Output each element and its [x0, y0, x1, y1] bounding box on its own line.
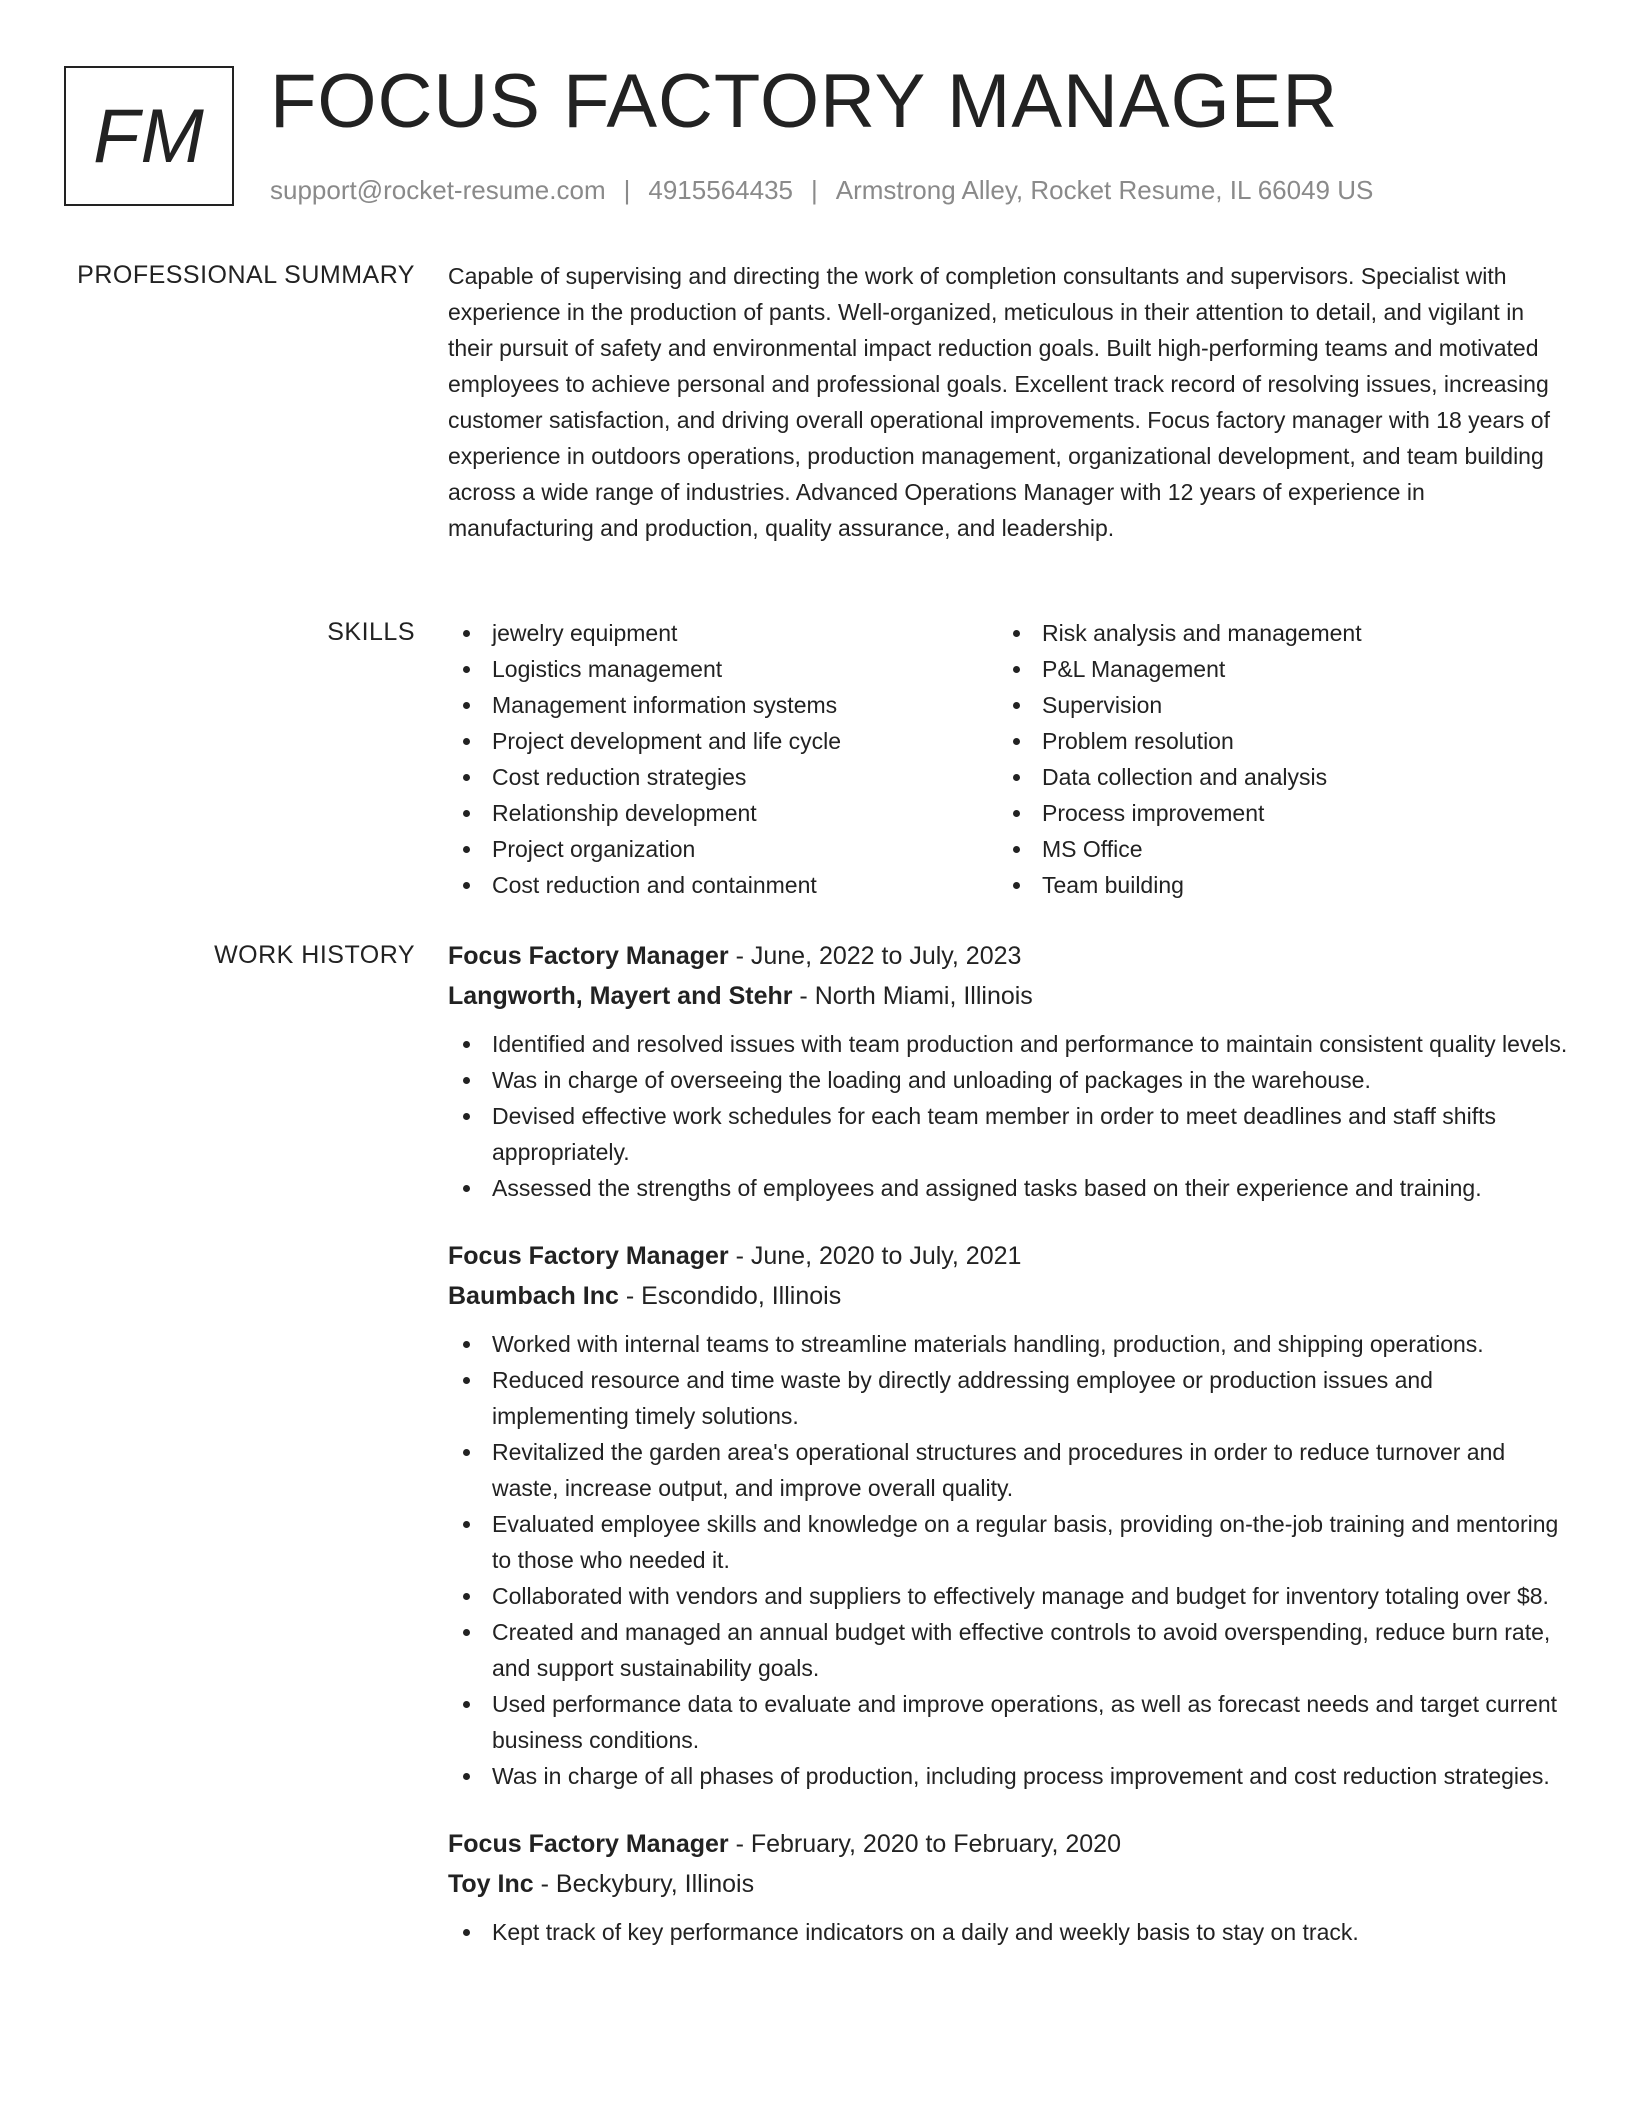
job-entry — [448, 1236, 1570, 1794]
skills-list-left — [448, 615, 998, 903]
job-company-line — [448, 1276, 1570, 1316]
work-history-body — [448, 936, 1570, 1980]
job-company: Langworth, Mayert and Stehr — [448, 982, 793, 1010]
contact-email: support@rocket-resume.com — [270, 175, 606, 205]
skill-item: Risk analysis and management — [998, 615, 1548, 651]
job-bullet: Used performance data to evaluate and improve operations, as well as forecast needs and target current business conditions. — [448, 1686, 1570, 1758]
job-bullet: Reduced resource and time waste by directly addressing employee or production issues and implementing timely solutions. — [448, 1362, 1570, 1434]
job-company-line — [448, 1864, 1570, 1904]
job-company: Baumbach Inc — [448, 1282, 619, 1310]
skill-item: Logistics management — [448, 651, 998, 687]
job-bullet: Created and managed an annual budget with effective controls to avoid overspending, reduce burn rate, and support sustainability goals. — [448, 1614, 1570, 1686]
skill-item: P&L Management — [998, 651, 1548, 687]
skill-item: MS Office — [998, 831, 1548, 867]
job-title-line — [448, 1824, 1570, 1864]
job-bullet: Devised effective work schedules for each team member in order to meet deadlines and staff shifts appropriately. — [448, 1098, 1570, 1170]
job-location: - Beckybury, Illinois — [533, 1870, 755, 1898]
job-bullet: Was in charge of overseeing the loading and unloading of packages in the warehouse. — [448, 1062, 1570, 1098]
skill-item: Process improvement — [998, 795, 1548, 831]
job-location: - North Miami, Illinois — [792, 982, 1033, 1010]
skills-list-right — [998, 615, 1548, 903]
summary-heading: PROFESSIONAL SUMMARY — [77, 261, 415, 289]
skill-item: Team building — [998, 867, 1548, 903]
job-bullet: Revitalized the garden area's operational structures and procedures in order to reduce turnover and waste, increase output, and improve overall quality. — [448, 1434, 1570, 1506]
job-title-line — [448, 1236, 1570, 1276]
skill-item: Supervision — [998, 687, 1548, 723]
skills-columns — [448, 615, 1570, 903]
skill-item: Relationship development — [448, 795, 998, 831]
job-location: - Escondido, Illinois — [618, 1282, 842, 1310]
contact-phone: 4915564435 — [648, 175, 793, 205]
skills-heading: SKILLS — [327, 618, 415, 646]
job-bullet: Collaborated with vendors and suppliers to effectively manage and budget for inventory totaling over $8. — [448, 1578, 1570, 1614]
job-bullet: Evaluated employee skills and knowledge on a regular basis, providing on-the-job training and mentoring to those who needed it. — [448, 1506, 1570, 1578]
summary-text: Capable of supervising and directing the work of completion consultants and supervisors. Specialist with experience in the production of pants. Well-organized, meticulous in their attention to detail, and vigilant in their pursuit of safety and environmental impact reduction goals. Built high-performing teams and motivated employees to achieve personal and professional goals. Excellent track record of resolving issues, increasing customer satisfaction, and driving overall operational improvements. Focus factory manager with 18 years of experience in outdoors operations, production management, organizational development, and team building across a wide range of industries. Advanced Operations Manager with 12 years of experience in manufacturing and production, quality assurance, and leadership. — [448, 263, 1550, 541]
job-bullet: Was in charge of all phases of production, including process improvement and cost reduction strategies. — [448, 1758, 1570, 1794]
skill-item: Cost reduction and containment — [448, 867, 998, 903]
job-bullet: Worked with internal teams to streamline materials handling, production, and shipping operations. — [448, 1326, 1570, 1362]
job-company-line — [448, 976, 1570, 1016]
job-title-line — [448, 936, 1570, 976]
monogram-logo: FM — [64, 66, 234, 206]
job-title: Focus Factory Manager — [448, 1830, 729, 1858]
skill-item: Data collection and analysis — [998, 759, 1548, 795]
skill-item: Management information systems — [448, 687, 998, 723]
summary-body — [448, 258, 1570, 546]
skill-item: Project development and life cycle — [448, 723, 998, 759]
job-dates: - June, 2022 to July, 2023 — [728, 942, 1022, 970]
contact-separator: | — [811, 175, 818, 205]
job-dates: - June, 2020 to July, 2021 — [728, 1242, 1022, 1270]
job-title: Focus Factory Manager — [448, 1242, 729, 1270]
job-bullet-list — [448, 1914, 1570, 1950]
skill-item: Cost reduction strategies — [448, 759, 998, 795]
candidate-name: FOCUS FACTORY MANAGER — [270, 59, 1339, 144]
job-bullet-list — [448, 1026, 1570, 1206]
job-company: Toy Inc — [448, 1870, 534, 1898]
skill-item: jewelry equipment — [448, 615, 998, 651]
job-title: Focus Factory Manager — [448, 942, 729, 970]
job-bullet: Identified and resolved issues with team production and performance to maintain consistent quality levels. — [448, 1026, 1570, 1062]
job-entry — [448, 936, 1570, 1206]
job-dates: - February, 2020 to February, 2020 — [728, 1830, 1121, 1858]
work-history-heading: WORK HISTORY — [214, 941, 415, 969]
job-bullet: Assessed the strengths of employees and assigned tasks based on their experience and training. — [448, 1170, 1570, 1206]
job-entry — [448, 1824, 1570, 1950]
job-bullet-list — [448, 1326, 1570, 1794]
contact-separator: | — [623, 175, 631, 205]
contact-line — [270, 175, 1373, 206]
skill-item: Project organization — [448, 831, 998, 867]
skills-body — [448, 615, 1570, 903]
skill-item: Problem resolution — [998, 723, 1548, 759]
contact-address: Armstrong Alley, Rocket Resume, IL 66049 US — [835, 175, 1374, 205]
job-bullet: Kept track of key performance indicators on a daily and weekly basis to stay on track. — [448, 1914, 1570, 1950]
